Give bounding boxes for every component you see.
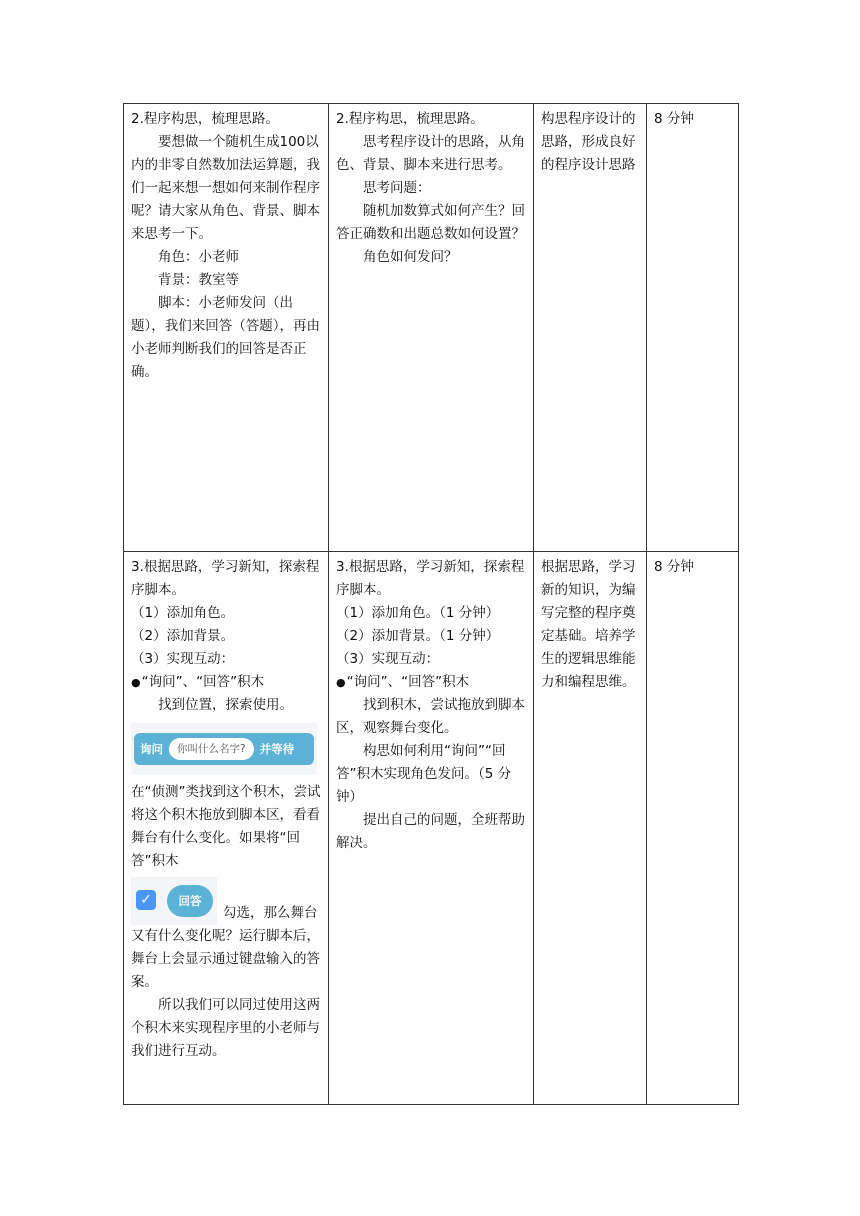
teacher-activity-cell [124, 552, 329, 1105]
table-row [124, 104, 739, 552]
background-line: 背景：教室等 [158, 272, 239, 288]
time-text: 8 分钟 [654, 559, 694, 575]
student-activity-cell [329, 552, 534, 1105]
step-item: （2）添加背景。 [131, 628, 235, 644]
paragraph: 又有什么变化呢？运行脚本后，舞台上会显示通过键盘输入的答案。 [131, 928, 320, 990]
paragraph: 在“侦测”类找到这个积木，尝试将这个积木拖放到脚本区，看看舞台有什么变化。如果将“回答”积木 [131, 784, 321, 869]
paragraph: 找到积木，尝试拖放到脚本区，观察舞台变化。 [336, 697, 525, 736]
step-item: （2）添加背景。（1 分钟） [336, 628, 500, 644]
bullet-item: ● “询问”、“回答”积木 [336, 671, 526, 694]
answer-block-image [131, 877, 217, 925]
wait-label: 并等待 [259, 741, 295, 756]
ask-block-image [131, 723, 317, 775]
student-activity-cell [329, 104, 534, 552]
step-item: （1）添加角色。（1 分钟） [336, 605, 500, 621]
table-row [124, 552, 739, 1105]
section-heading: 3.根据思路，学习新知，探索程序脚本。 [131, 559, 320, 598]
paragraph: 所以我们可以同过使用这两个积木来实现程序里的小老师与我们进行互动。 [131, 997, 320, 1059]
question-input: 你叫什么名字? [169, 738, 254, 760]
paragraph: 要想做一个随机生成100以内的非零自然数加法运算题，我们一起来想一想如何来制作程序呢？请大家从角色、背景、脚本来思考一下。 [131, 134, 320, 242]
answer-reporter-block: 回答 [167, 885, 213, 917]
paragraph: 角色如何发问？ [363, 249, 458, 265]
paragraph: 提出自己的问题，全班帮助解决。 [336, 812, 525, 851]
design-intent-cell [534, 104, 647, 552]
paragraph: 随机加数算式如何产生？回答正确数和出题总数如何设置？ [336, 203, 525, 242]
ask-and-wait-block [134, 733, 314, 765]
section-heading: 3.根据思路，学习新知，探索程序脚本。 [336, 559, 525, 598]
role-line: 角色：小老师 [158, 249, 239, 265]
answer-line [131, 877, 321, 925]
paragraph: 构思如何利用“询问”“回答”积木实现角色发问。（5 分钟） [336, 743, 512, 805]
section-heading: 2.程序构思，梳理思路。 [131, 111, 279, 127]
lesson-plan-table [123, 103, 739, 1105]
time-text: 8 分钟 [654, 111, 694, 127]
step-item: （1）添加角色。 [131, 605, 235, 621]
bullet-item: ● “询问”、“回答”积木 [131, 671, 321, 694]
design-intent-text: 根据思路，学习新的知识，为编写完整的程序奠定基础。培养学生的逻辑思维能力和编程思维。 [541, 559, 636, 690]
checkbox-checked-icon: ✓ [136, 890, 156, 910]
paragraph: 找到位置，探索使用。 [158, 697, 293, 713]
design-intent-cell [534, 552, 647, 1105]
ask-label: 询问 [140, 741, 163, 756]
teacher-activity-cell [124, 104, 329, 552]
script-line: 脚本：小老师发问（出题），我们来回答（答题），再由小老师判断我们的回答是否正确。 [131, 295, 320, 380]
section-heading: 2.程序构思，梳理思路。 [336, 111, 484, 127]
step-item: （3）实现互动： [336, 651, 440, 667]
paragraph: 思考问题： [363, 180, 431, 196]
step-item: （3）实现互动： [131, 651, 235, 667]
answer-tail-text: 勾选，那么舞台 [223, 905, 318, 921]
design-intent-text: 构思程序设计的思路，形成良好的程序设计思路 [541, 111, 636, 173]
paragraph: 思考程序设计的思路，从角色、背景、脚本来进行思考。 [336, 134, 525, 173]
time-cell [647, 104, 739, 552]
time-cell [647, 552, 739, 1105]
